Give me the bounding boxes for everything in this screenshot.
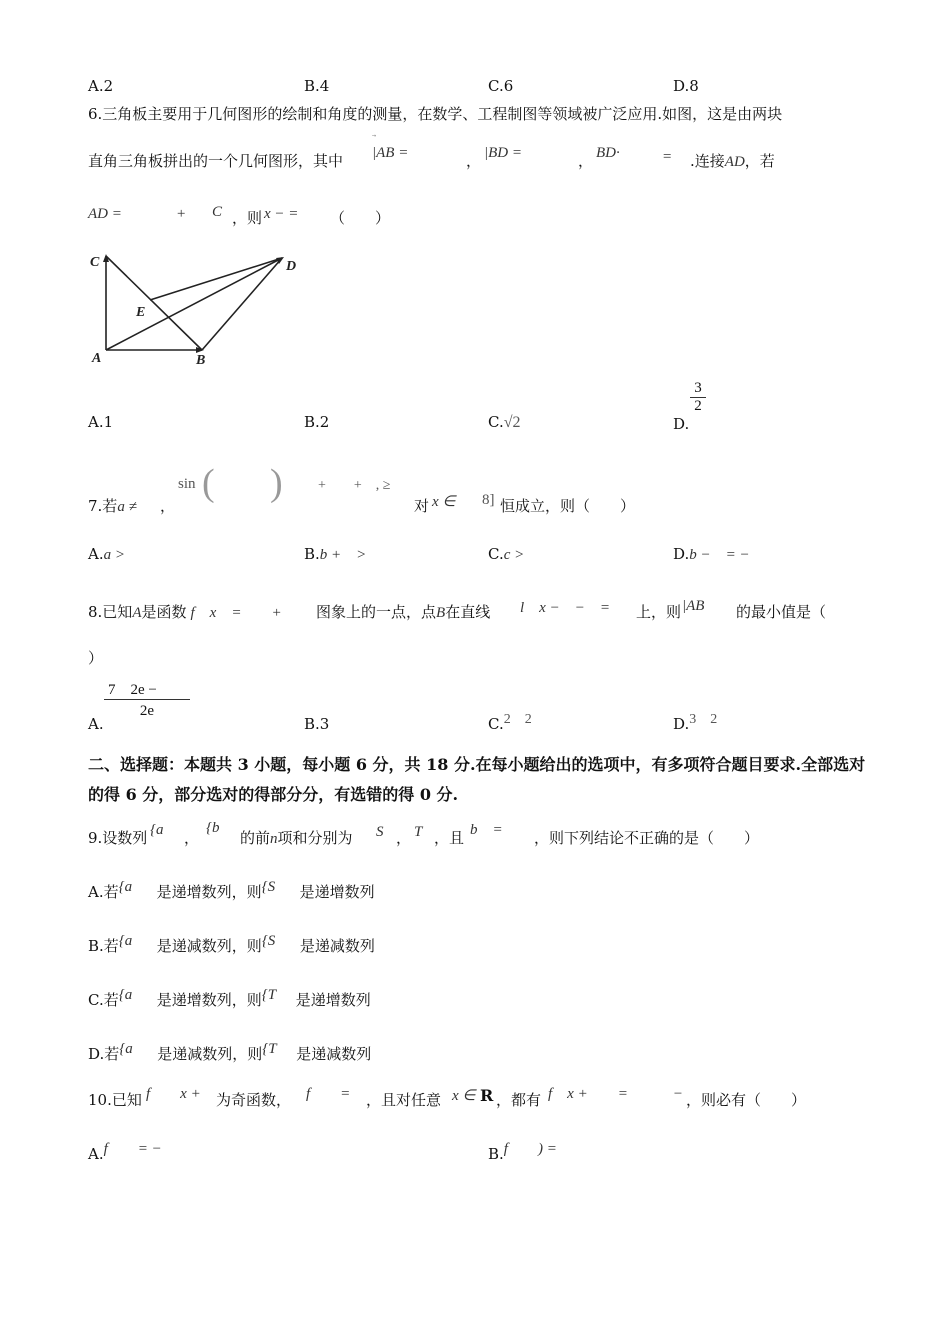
- q6-option-d-prefix: D.: [673, 415, 690, 433]
- label-b: B: [196, 353, 206, 368]
- q7-sin: sin: [178, 476, 196, 492]
- q9-b-eq: b =: [470, 822, 503, 838]
- label-d: D: [286, 259, 297, 274]
- q6-ab-vector: |AB =: [372, 145, 409, 161]
- q7-paren-right: ): [270, 462, 283, 504]
- q6-c-vector: C: [212, 204, 223, 220]
- q5-option-d: D.8: [673, 77, 699, 95]
- q10-f2: f =: [306, 1086, 351, 1102]
- q10-r: R: [480, 1086, 494, 1105]
- label-e: E: [136, 305, 146, 320]
- q7-option-a: A.a >: [88, 545, 125, 563]
- q7-prefix: 7.若a ≠: [88, 497, 137, 515]
- q9-option-d: D.若{a 是递减数列，则{T 是递减数列: [88, 1041, 372, 1063]
- q10-mid1: 为奇函数，: [216, 1091, 292, 1109]
- q6-ad-expr: AD =: [88, 206, 122, 222]
- q7-x-in: x ∈: [432, 494, 456, 510]
- q10-option-a: A.f = −: [88, 1141, 162, 1163]
- q10-option-b: B.f ) =: [488, 1141, 557, 1163]
- q6-option-d-fraction: $\frac{3}{2}$: [690, 380, 706, 415]
- q8-option-a-fraction: $\frac{7 2e -}{2e}$: [104, 678, 190, 720]
- q6-bd-vector: |BD =: [484, 145, 522, 161]
- q7-option-d: D.b − = −: [673, 545, 750, 563]
- q6-comma-1: ，: [466, 152, 482, 170]
- q8-line1: 8.已知A是函数 f x = +: [88, 603, 282, 621]
- q5-option-b: B.4: [304, 77, 330, 95]
- section-2-header: 二、选择题：本题共 3 小题，每小题 6 分，共 18 分.在每小题给出的选项中，有多项符合题目要求.全部选对的得 6 分，部分选对的得部分分，有选错的得 0 分.: [88, 755, 866, 804]
- label-c: C: [90, 255, 100, 270]
- q6-option-a: A.1: [88, 413, 114, 431]
- q9-t: T: [414, 824, 423, 840]
- q9-option-a: A.若{a 是递增数列，则{S 是递增数列: [88, 879, 375, 901]
- q9-suffix: ，则下列结论不正确的是（ ）: [534, 829, 760, 847]
- q7-suffix: 恒成立，则（ ）: [500, 497, 636, 515]
- q6-line2-suffix: .连接AD，若: [690, 152, 775, 170]
- q10-mid2: ，且对任意: [366, 1091, 442, 1109]
- q9-a-seq: {a: [150, 822, 164, 838]
- q6-line2-prefix: 直角三角板拼出的一个几何图形，其中: [88, 152, 344, 170]
- q10-f3: f x + = −: [548, 1086, 683, 1102]
- q6-plus: +: [176, 206, 187, 222]
- q10-x-in: x ∈: [452, 1088, 476, 1104]
- edge-cb: [106, 256, 202, 350]
- q7-ops: + + , ≥: [318, 478, 391, 493]
- q9-mid1: 的前n项和分别为: [240, 829, 353, 847]
- q6-option-b: B.2: [304, 413, 330, 431]
- q10-mid3: ，都有: [496, 1091, 542, 1109]
- q6-line2: [88, 151, 343, 171]
- q8-option-b: B.3: [304, 715, 330, 733]
- q9-option-b: B.若{a 是递减数列，则{S 是递减数列: [88, 933, 375, 955]
- q8-option-c: C.2 2: [488, 712, 532, 733]
- q7-interval-end: 8]: [482, 492, 495, 508]
- q9-prefix: 9.设数列: [88, 829, 148, 847]
- q10-f1: f x +: [146, 1086, 201, 1102]
- edge-ad: [106, 258, 282, 350]
- q6-equals: =: [662, 149, 673, 165]
- q5-option-c: C.6: [488, 77, 514, 95]
- q6-then: ，则: [232, 209, 263, 227]
- q10-prefix: 10.已知: [88, 1091, 142, 1109]
- q10-suffix: ，则必有（ ）: [686, 1091, 807, 1109]
- edge-bd: [202, 258, 282, 350]
- q8-option-a-prefix: A.: [88, 715, 104, 733]
- q7-paren-left: (: [202, 462, 215, 504]
- q6-x-expr: x − =: [264, 206, 299, 222]
- q6-paren: （ ）: [330, 209, 391, 227]
- q8-mid4: 上，则: [636, 603, 682, 621]
- q8-ab: |AB: [682, 598, 705, 614]
- q7-option-c: C.c >: [488, 545, 525, 563]
- q5-option-a: A.2: [88, 77, 114, 95]
- q7-option-b: B.b + >: [304, 545, 367, 563]
- q9-s: S: [376, 824, 384, 840]
- edge-ed: [150, 258, 282, 300]
- label-a: A: [92, 351, 102, 366]
- q9-mid3: ，且: [434, 829, 465, 847]
- q9-option-c: C.若{a 是递增数列，则{T 是递增数列: [88, 987, 371, 1009]
- q6-line1: 6.三角板主要用于几何图形的绘制和角度的测量，在数学、工程制图等领域被广泛应用.如图，这是由两块: [88, 105, 783, 123]
- q8-suffix: 的最小值是（: [736, 603, 827, 621]
- q9-comma-2: ，: [396, 829, 412, 847]
- q8-mid2: 图象上的一点，点B在直线: [316, 603, 491, 621]
- q7-dui: 对: [414, 497, 430, 515]
- q7-comma: ，: [160, 497, 176, 515]
- q6-comma-2: ，: [578, 152, 594, 170]
- q6-triangle-figure: [84, 244, 324, 372]
- q6-bd-dot: BD·: [596, 145, 620, 161]
- q8-line-expr: l x − − =: [520, 600, 610, 616]
- q9-comma-1: ，: [184, 829, 200, 847]
- q8-option-d: D.3 2: [673, 712, 718, 733]
- q8-close-paren: ）: [88, 649, 104, 667]
- q9-b-seq: {b: [206, 820, 220, 836]
- q6-option-c: C.√2: [488, 413, 521, 431]
